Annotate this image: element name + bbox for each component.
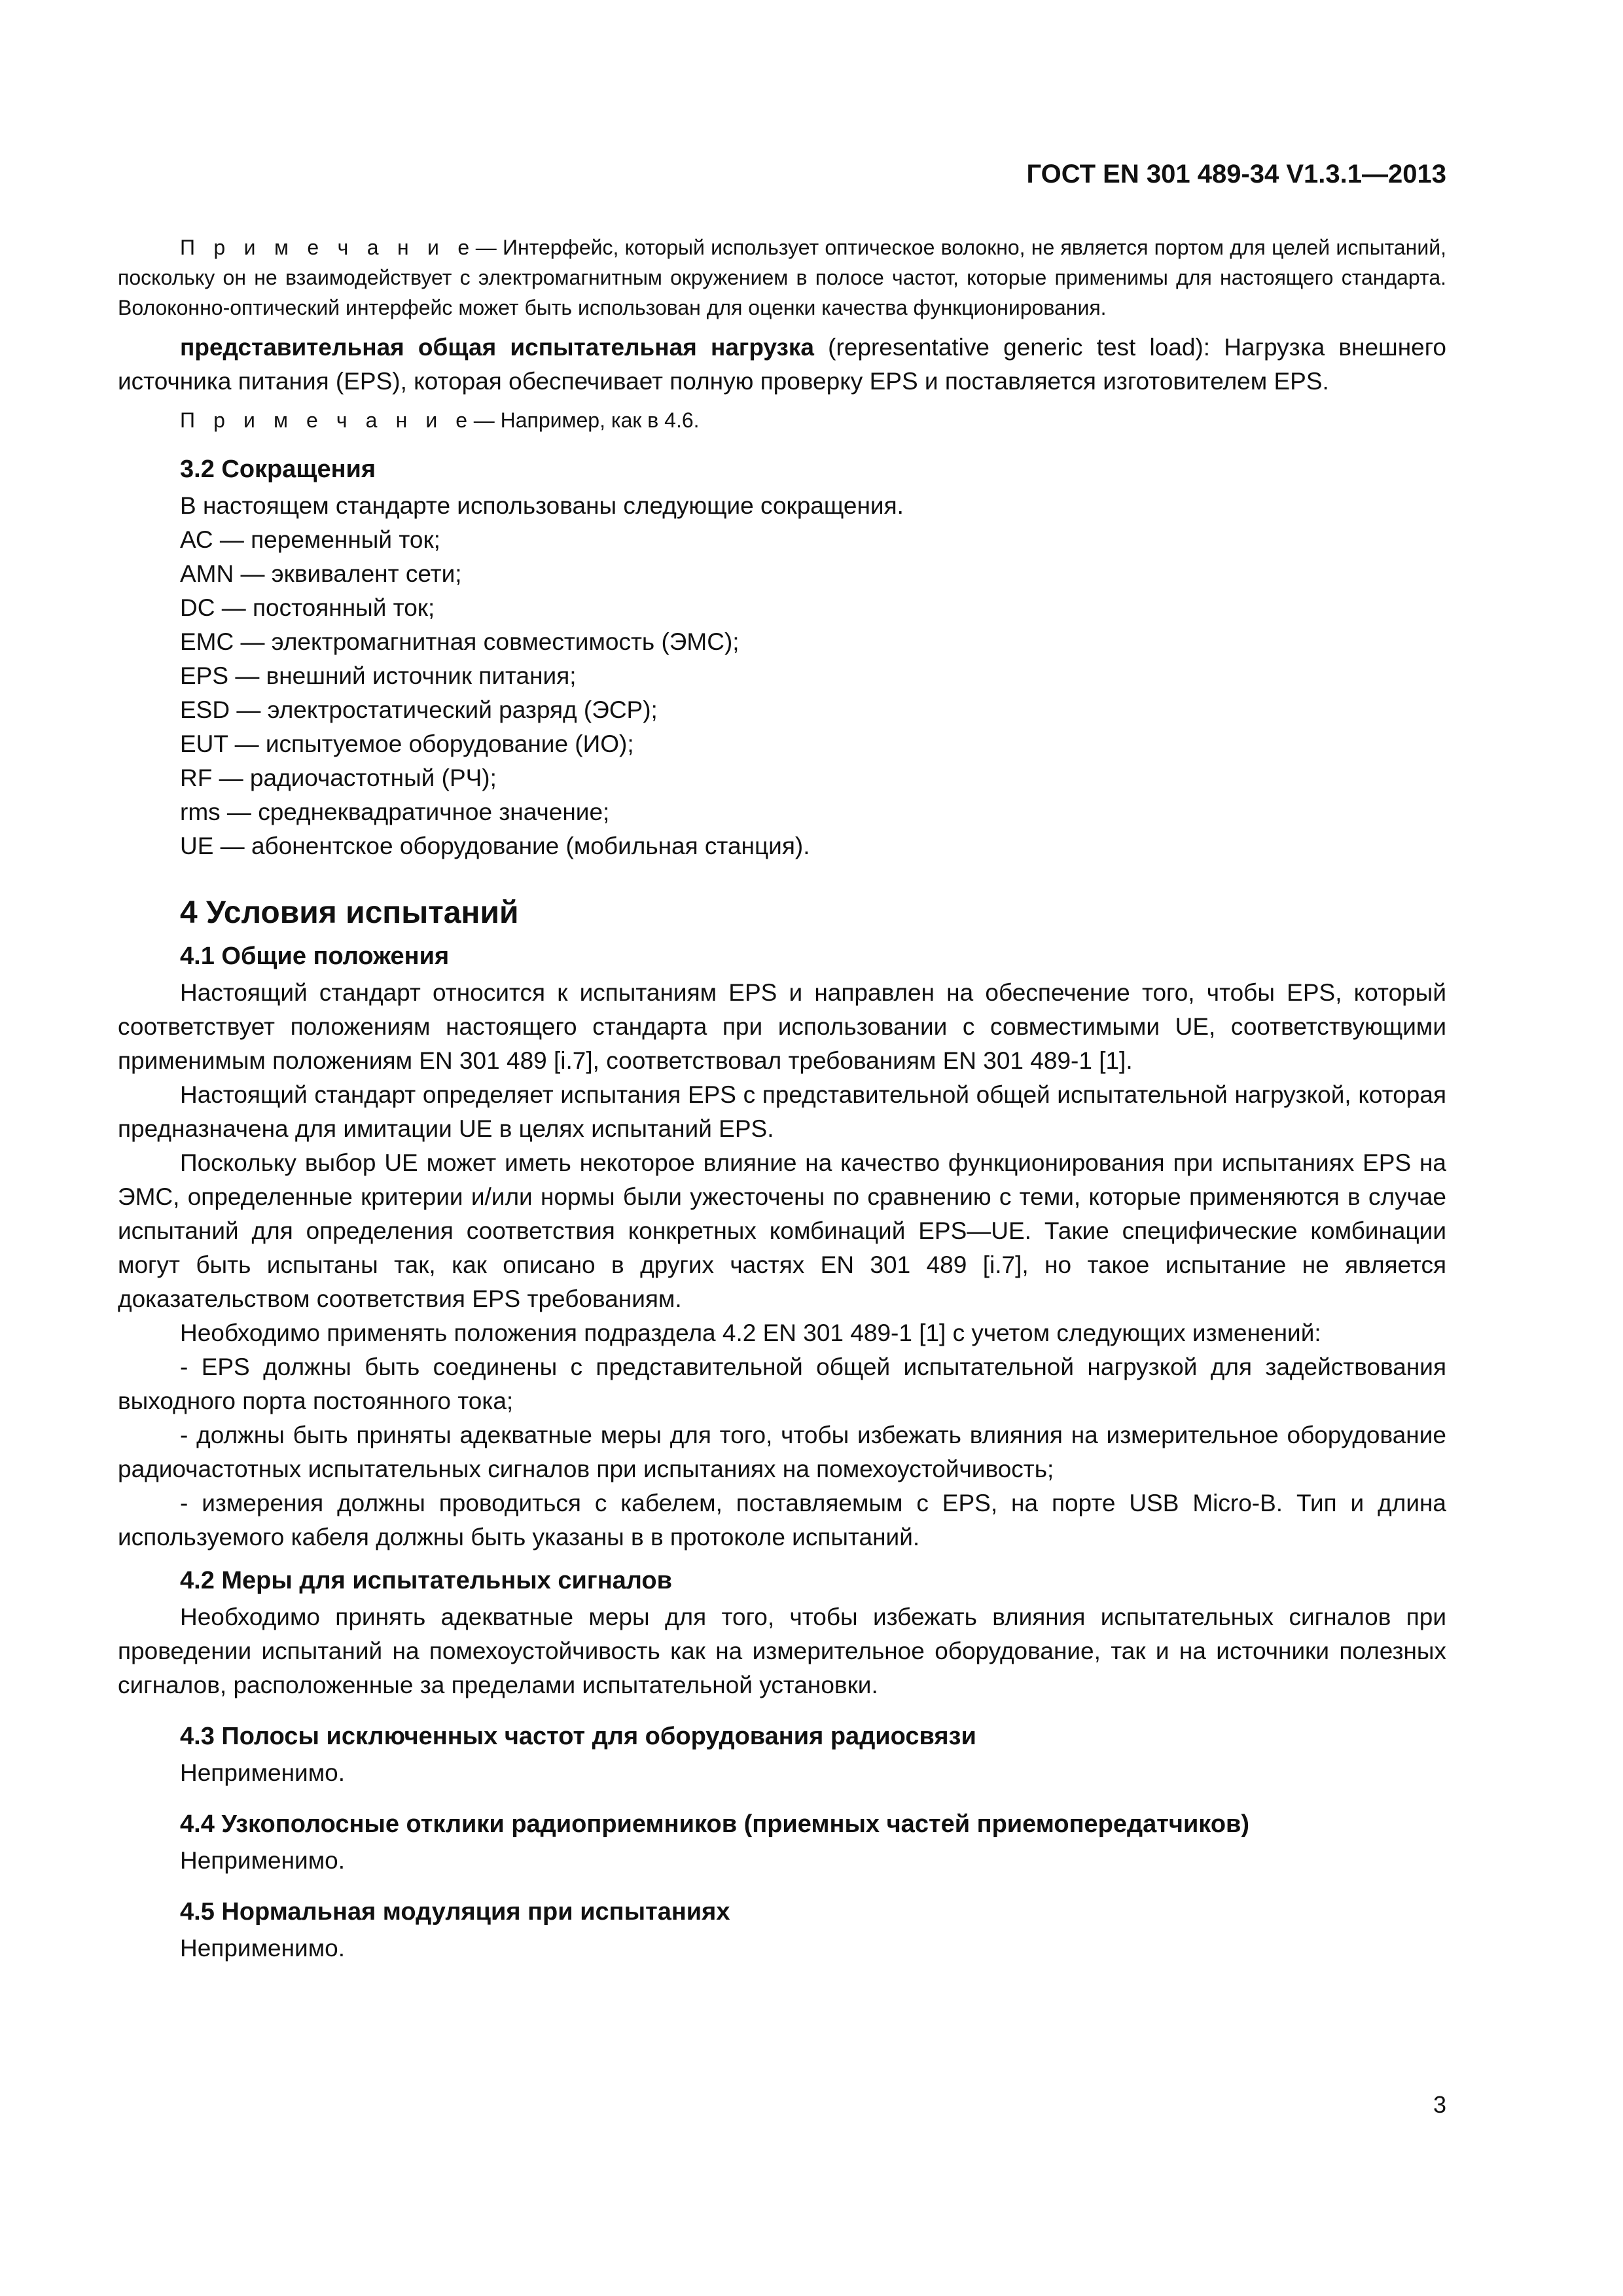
abbreviation-item: DC — постоянный ток; [180, 594, 435, 621]
abbreviation-item: UE — абонентское оборудование (мобильная станция). [180, 833, 810, 859]
list-bullet: - должны быть приняты адекватные меры для того, чтобы избежать влияния на измерительное оборудование радиочастотных испытательных сигналов при испытаниях на помехоустойчивость; [118, 1422, 1446, 1482]
body-paragraph: Необходимо применять положения подраздела 4.2 EN 301 489-1 [1] с учетом следующих изменений: [180, 1319, 1321, 1346]
document-header: ГОСТ EN 301 489-34 V1.3.1—2013 [1026, 160, 1446, 188]
page-number: 3 [1433, 2091, 1446, 2118]
section-heading: 4.3 Полосы исключенных частот для оборудования радиосвязи [180, 1723, 976, 1750]
term-description: (representative generic test load): Нагрузка внешнего источника питания (EPS), которая обеспечивает полную проверку EPS и поставляется изготовителем EPS. [118, 334, 1446, 395]
abbreviation-item: EUT — испытуемое оборудование (ИО); [180, 730, 634, 757]
abbreviation-item: АС — переменный ток; [180, 526, 440, 553]
body-paragraph: Настоящий стандарт относится к испытаниям EPS и направлен на обеспечение того, чтобы EPS, который соответствует положениям настоящего стандарта при использовании с совместимыми UE, соответствующими применимым положениям EN 301 489 [i.7], соответствовал требованиям EN 301 489-1 [1]. [118, 979, 1446, 1074]
note-label: П р и м е ч а н и е [180, 236, 476, 259]
abbreviation-item: RF — радиочастотный (РЧ); [180, 764, 497, 791]
note-text: — Интерфейс, который использует оптическое волокно, не является портом для целей испытаний, поскольку он не взаимодействует с электромагнитным окружением в полосе частот, которые применимы для настоящего стандарта. Волоконно-оптический интерфейс может быть использован для оценки качества функционирования. [118, 236, 1446, 319]
abbreviations-intro: В настоящем стандарте использованы следующие сокращения. [180, 492, 904, 519]
section-heading: 4.4 Узкополосные отклики радиоприемников (приемных частей приемопередатчиков) [180, 1810, 1250, 1838]
note-text: — Например, как в 4.6. [473, 408, 700, 432]
section-heading: 4.2 Меры для испытательных сигналов [180, 1567, 672, 1594]
document-body [118, 232, 1446, 1965]
abbreviation-item: EPS — внешний источник питания; [180, 662, 577, 689]
section-heading: 4.1 Общие положения [180, 942, 450, 970]
body-paragraph: Неприменимо. [180, 1935, 345, 1962]
abbreviation-item: ЕМС — электромагнитная совместимость (ЭМС); [180, 628, 740, 655]
chapter-heading: 4 Условия испытаний [180, 895, 519, 930]
body-paragraph: Необходимо принять адекватные меры для того, чтобы избежать влияния испытательных сигналов при проведении испытаний на помехоустойчивость как на измерительное оборудование, так и на источники полезных сигналов, расположенные за пределами испытательной установки. [118, 1604, 1446, 1698]
abbreviation-item: ESD — электростатический разряд (ЭСР); [180, 696, 658, 723]
section-heading: 4.5 Нормальная модуляция при испытаниях [180, 1898, 730, 1926]
note-paragraph [118, 405, 1446, 435]
body-paragraph: Поскольку выбор UE может иметь некоторое влияние на качество функционирования при испытаниях EPS на ЭМС, определенные критерии и/или нормы были ужесточены по сравнению с теми, которые применяются в случае испытаний для определения соответствия конкретных комбинаций EPS—UE. Такие специфические комбинации могут быть испытаны так, как описано в других частях EN 301 489 [i.7], но такое испытание не является доказательством соответствия EPS требованиям. [118, 1149, 1446, 1312]
abbreviation-item: rms — среднеквадратичное значение; [180, 798, 610, 825]
note-paragraph [118, 232, 1446, 323]
note-label: П р и м е ч а н и е [180, 408, 474, 432]
list-bullet: - измерения должны проводиться с кабелем, поставляемым с EPS, на порте USB Micro-B. Тип и длина используемого кабеля должны быть указаны в в протоколе испытаний. [118, 1490, 1446, 1551]
term-definition [118, 331, 1446, 399]
term-name: представительная общая испытательная нагрузка [180, 334, 815, 361]
abbreviation-item: AMN — эквивалент сети; [180, 560, 462, 587]
body-paragraph: Неприменимо. [180, 1759, 345, 1786]
body-paragraph: Неприменимо. [180, 1847, 345, 1874]
list-bullet: - EPS должны быть соединены с представительной общей испытательной нагрузкой для задействования выходного порта постоянного тока; [118, 1354, 1446, 1414]
body-paragraph: Настоящий стандарт определяет испытания EPS с представительной общей испытательной нагрузкой, которая предназначена для имитации UE в целях испытаний EPS. [118, 1081, 1446, 1142]
section-heading: 3.2 Сокращения [180, 456, 376, 483]
